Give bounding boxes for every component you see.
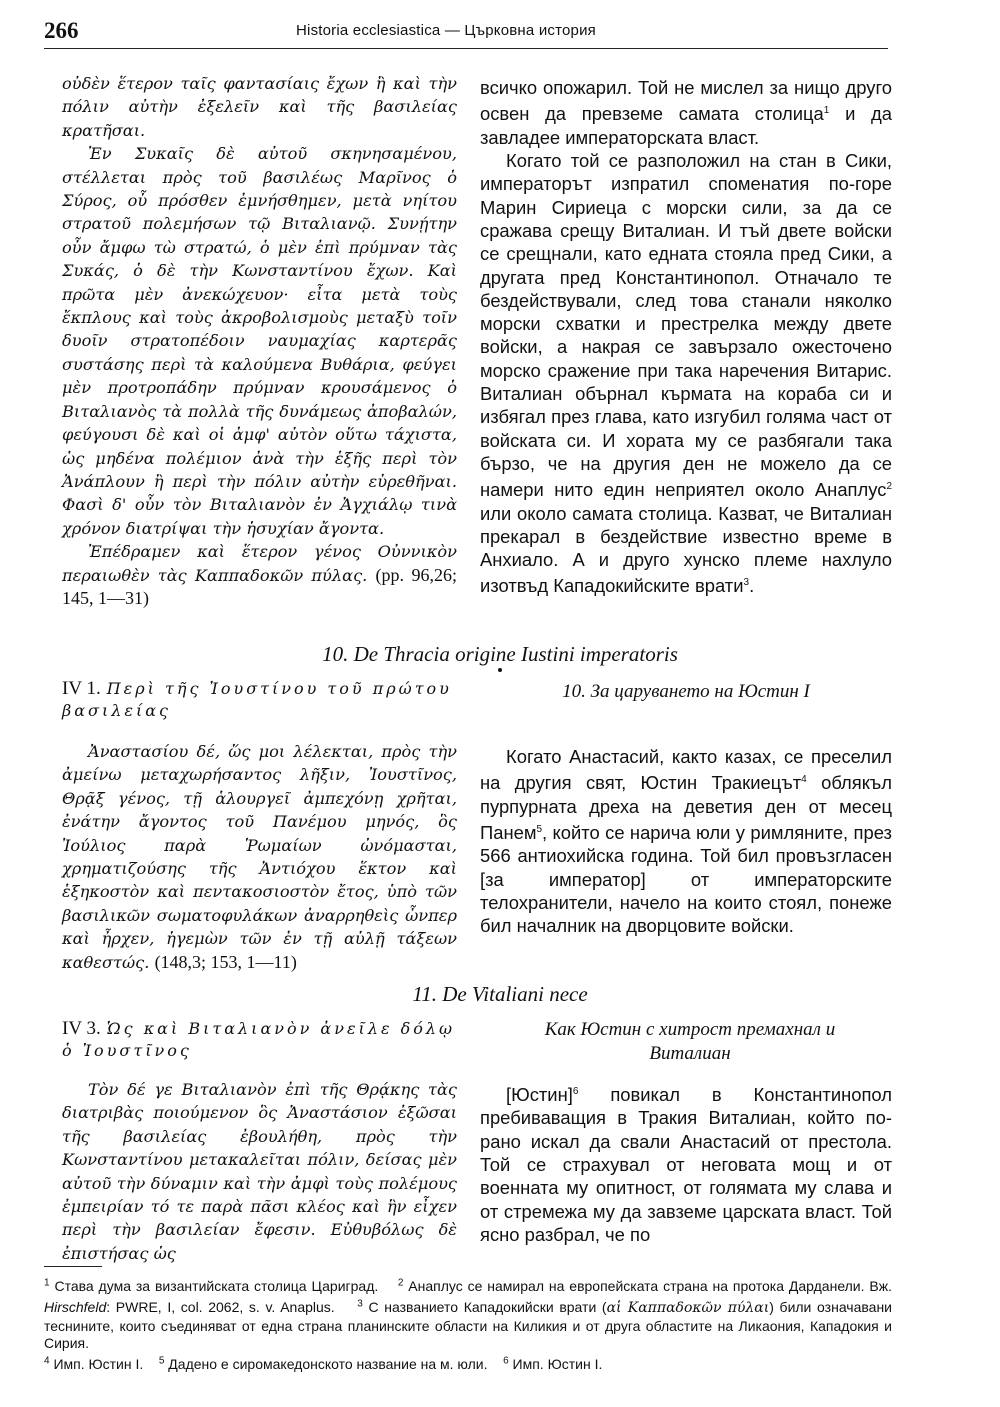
bulgarian-paragraph: Когато Анастасий, както казах, се преселил на другия свят, Юстин Тракиецът$^4$ облякъл пурпурната дреха на деветия ден от месец Панем$^5$, който се нарича юли у римляните, през 566 антиохийска година. Той бил провъзгласен [за император] от императорските телохранители, начело на които стоял, понеже бил началник на дворцовите войски. [480, 746, 892, 937]
greek-heading-11 [62, 1018, 457, 1062]
header-rule [44, 48, 888, 49]
greek-heading-10 [62, 678, 457, 722]
bulgarian-heading: Как Юстин с хитрост премахнал и Виталиан [544, 1019, 836, 1064]
greek-heading: Περὶ τῆς Ἰουστίνου τοῦ πρώτου βασιλείας [62, 679, 452, 720]
bulgarian-paragraph: Когато той се разположил на стан в Сики, императорът изпратил споменатия по-горе Марин Сириеца с морски сили, за да се сражава срещу Виталиан. И тъй двете войски се срещнали, като едната стояла пред Сики, а другата пред Константинопол. Отначало те бездействували, след това станали няколко морски схватки и престрелка между двете войски, а накрая се завързало ожесточено морско сражение при така наречения Витарис. Виталиан обърнал кърмата на кораба си и избягал през глава, като изгубил голяма част от войската си. И хората му се разбягали така бързо, че на другия ден не можело да се намери нито един неприятел около Анаплус$^2$ или около самата столица. Казват, че Виталиан прекарал в бездействие известно време в Анхиало. А и друго хунско племе нахлуло изотвъд Кападокийските врати$^3$. [480, 150, 892, 597]
footnote-marker: 2 [886, 481, 892, 493]
greek-reference: (pp. 96,26; 145, 1—31) [62, 564, 457, 608]
greek-section-number: IV 3. [62, 1018, 101, 1039]
footnote-marker: 3 [743, 577, 750, 589]
section-title-11: 11. De Vitaliani nece [412, 982, 588, 1006]
footnote-5: $^5$ Дадено е сиромакедонското название на м. юли. [158, 1355, 488, 1373]
footnote-marker: 1 [823, 105, 830, 117]
footnote-marker: 4 [801, 774, 807, 786]
footnote-4: $^4$ Имп. Юстин I. [44, 1355, 144, 1373]
running-title: Historia ecclesiastica — Църковна история [296, 22, 596, 39]
greek-reference: (148,3; 153, 1—11) [154, 951, 297, 972]
footnote-1: $^1$ Става дума за византийската столица Цариград. [44, 1277, 379, 1294]
greek-heading: Ὡς καὶ Βιταλιανὸν ἀνεῖλε δόλῳ ὁ Ἰουστῖνος [62, 1019, 456, 1060]
bulgarian-paragraph: [Юстин]$^6$ повикал в Константинопол пребиваващия в Тракия Виталиан, който по-рано искал да свали Анастасий от престола. Той се страхувал от неговата мощ и от военната му опитност, от голямата му слава и от стремежа му да завземе царската власт. Той ясно разбрал, че по [480, 1084, 892, 1245]
greek-paragraph: Τὸν δέ γε Βιταλιανὸν ἐπὶ τῆς Θρᾴκης τὰς διατριβὰς ποιούμενον ὃς Ἀναστάσιον ἐξῶσαι τῆς βασιλείας ἐβουλήθη, πρὸς τὴν Κωνσταντίνου μετακαλεῖται πόλιν, δείσας μὲν αὐτοῦ τὴν δύναμιν καὶ τὴν ἀμφὶ τοὺς πολέμους ἐμπειρίαν τό τε παρὰ πᾶσι κλέος καὶ ἣν εἶχεν περὶ τὴν βασιλείαν ἔφεσιν. Εὐθυβόλως δὲ ἐπιστήσας ὡς [62, 1080, 457, 1263]
separator-dot [498, 668, 502, 672]
bulgarian-paragraph: всичко опожарил. Той не мислел за нищо друго освен да превземе самата столица$^1$ и да завладее императорската власт. [480, 77, 892, 148]
footnote-2: $^2$ Анаплус се намирал на европейската страна на протока Дарданели. Вж. Hirschfeld: PWRE, I, col. 2062, s. v. Anaplus. [44, 1277, 892, 1315]
bg-heading-11 [510, 1018, 870, 1066]
greek-paragraph: Ἐν Συκαῖς δὲ αὐτοῦ σκηνησαμένου, στέλλεται πρὸς τοῦ βασιλέως Μαρῖνος ὁ Σύρος, οὗ πρόσθεν ἐμνήσθημεν, μετὰ νηίτου στρατοῦ πολεμήσων τῷ Βιταλιανῷ. Συνῄτην οὖν ἄμφω τὼ στρατώ, ὁ μὲν ἐπὶ πρύμναν τὰς Συκάς, ὁ δὲ τὴν Κωνσταντίνου ἔχων. Καὶ πρῶτα μὲν ἀνεκώχευον· εἶτα μετὰ τοὺς ἔκπλους καὶ τοὺς ἀκροβολισμοὺς μεταξὺ τοῖν δυοῖν στρατοπέδοιν ναυμαχίας καρτερᾶς συστάσης περὶ τὰ καλούμενα Βυθάρια, φεύγει μὲν προτροπάδην πρύμναν κρουσάμενος ὁ Βιταλιανὸς τὰ πολλὰ τῆς δυνάμεως ἀποβαλών, φεύγουσι δὲ καὶ οἱ ἀμφ' αὐτὸν οὕτω τάχιστα, ὡς μηδένα πολέμιον ἀνὰ τὴν ἑξῆς περὶ τὸν Ἀνάπλουν ἢ περὶ τὴν πόλιν αὐτὴν εὑρεθῆναι. Φασὶ δ' οὖν τὸν Βιταλιανὸν ἐν Ἀγχιάλῳ τινὰ χρόνον διατρίψαι τὴν ἡσυχίαν ἄγοντα. [62, 144, 457, 538]
greek-column-top [62, 72, 457, 610]
bulgarian-text-11 [480, 1080, 892, 1246]
bulgarian-text-10 [480, 745, 892, 938]
greek-section-number: IV 1. [62, 678, 101, 699]
greek-paragraph: Ἀναστασίου δέ, ὥς μοι λέλεκται, πρὸς τὴν ἀμείνω μεταχωρήσαντος λῆξιν, Ἰουστῖνος, Θρᾷξ γένος, τῇ ἁλουργεῖ ἀμπεχόνῃ χρῆται, ἐνάτην ἄγοντος τοῦ Πανέμου μηνός, ὃς Ἰούλιος παρὰ Ῥωμαίων ὠνόμασται, χρηματιζούσης τῆς Ἀντιόχου ἕκτον καὶ ἑξηκοστὸν καὶ πεντακοσιοστὸν ἔτος, ὑπὸ τῶν βασιλικῶν σωματοφυλάκων ἀναρρηθεὶς ὧνπερ καὶ ἦρχεν, ἡγεμὼν τῶν ἐν τῇ αὐλῇ τάξεων καθεστώς. (148,3; 153, 1—11) [62, 742, 457, 972]
footnote-3: $^3$ С названието Кападокийски врати (αἱ Καππαδοκῶν πύλαι) били означавани теснините, които съединяват от една страна планинските области на Киликия и от друга областите на Ликаония, Кападокия и Сирия. [44, 1298, 892, 1352]
section-title-10: 10. De Thracia origine Iustini imperatoris [322, 642, 678, 666]
page-header [44, 18, 934, 52]
greek-paragraph: Ἐπέδραμεν καὶ ἕτερον γένος Οὐννικὸν περαιωθὲν τὰς Καππαδοκῶν πύλας. (pp. 96,26; 145, 1—31) [62, 542, 457, 608]
bulgarian-heading: 10. За царуването на Юстин I [562, 681, 810, 702]
footnote-marker: 6 [572, 1086, 579, 1097]
page-number: 266 [44, 18, 79, 43]
footnotes [44, 1274, 892, 1374]
bulgarian-column-top [480, 76, 892, 598]
bg-heading-10 [480, 680, 892, 704]
footnote-rule [44, 1266, 102, 1267]
greek-text-10 [62, 740, 457, 974]
footnote-marker: 5 [536, 824, 543, 836]
greek-text-11 [62, 1078, 457, 1265]
greek-paragraph: οὐδὲν ἕτερον ταῖς φαντασίαις ἔχων ἢ καὶ τὴν πόλιν αὐτὴν ἐξελεῖν καὶ τῆς βασιλείας κρατῆσαι. [62, 74, 457, 140]
footnote-6: $^6$ Имп. Юстин I. [503, 1355, 603, 1373]
